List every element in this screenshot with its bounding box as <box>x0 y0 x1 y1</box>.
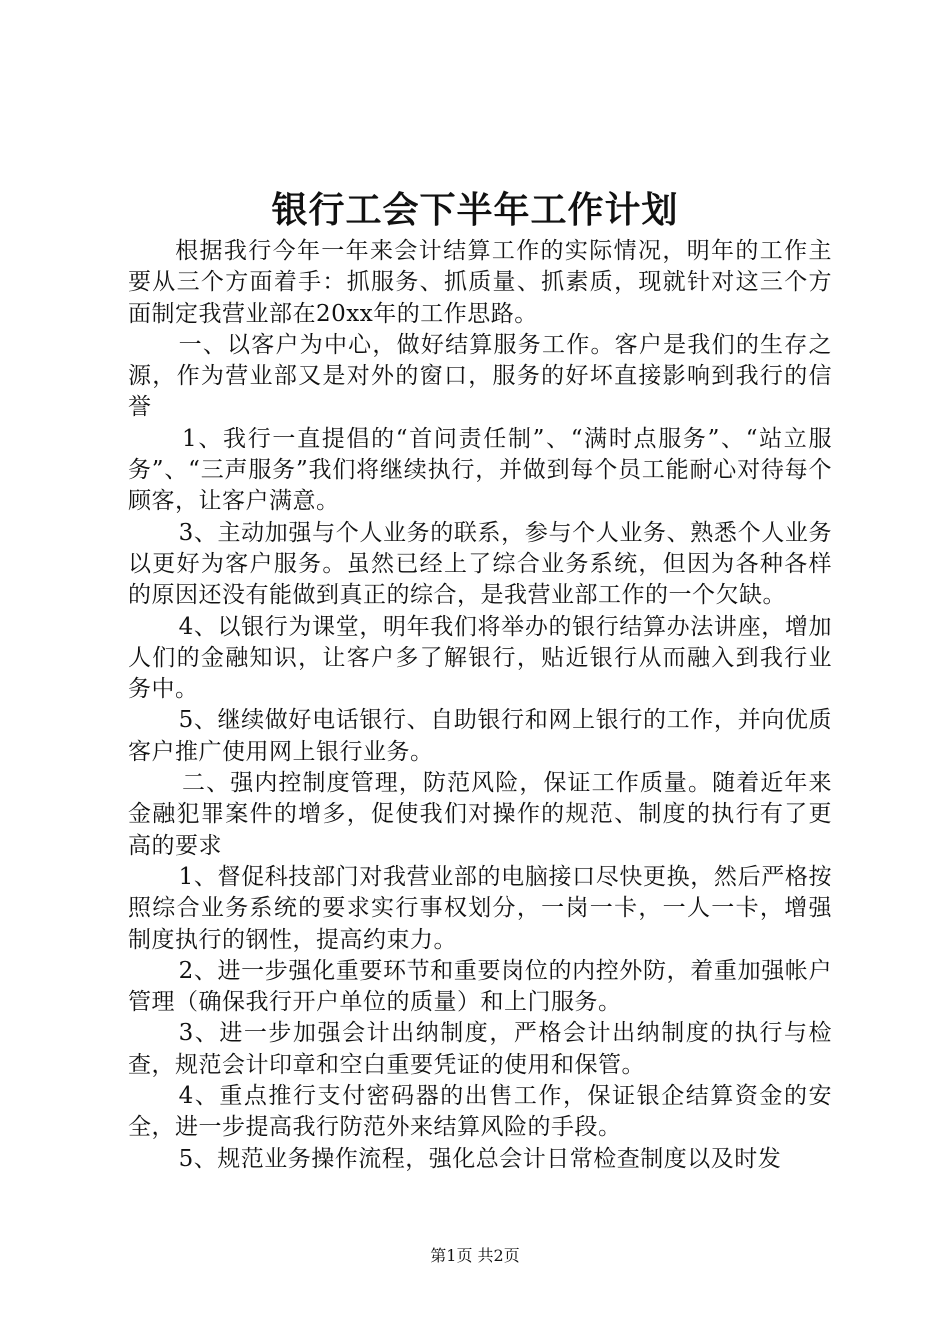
paragraph-item: 1、我行一直提倡的“首问责任制”、“满时点服务”、“站立服务”、“三声服务”我们将继续执行，并做到每个员工能耐心对待每个顾客，让客户满意。 <box>128 425 832 515</box>
paragraph-intro: 根据我行今年一年来会计结算工作的实际情况，明年的工作主要从三个方面着手：抓服务、抓质量、抓素质，现就针对这三个方面制定我营业部在20xx年的工作思路。 <box>128 238 832 327</box>
paragraph-section-one: 一、以客户为中心，做好结算服务工作。客户是我们的生存之源，作为营业部又是对外的窗口，服务的好坏直接影响到我行的信誉 <box>128 331 832 421</box>
paragraph-item: 2、进一步强化重要环节和重要岗位的内控外防，着重加强帐户管理（确保我行开户单位的质量）和上门服务。 <box>128 957 832 1016</box>
document-title: 银行工会下半年工作计划 <box>271 189 679 231</box>
paragraph-item: 3、主动加强与个人业务的联系，参与个人业务、熟悉个人业务以更好为客户服务。虽然已经上了综合业务系统，但因为各种各样的原因还没有能做到真正的综合，是我营业部工作的一个欠缺。 <box>128 519 832 609</box>
document-body <box>128 236 832 1175</box>
paragraph-item: 4、以银行为课堂，明年我们将举办的银行结算办法讲座，增加人们的金融知识，让客户多了解银行，贴近银行从而融入到我行业务中。 <box>128 613 832 703</box>
paragraph-item: 4、重点推行支付密码器的出售工作，保证银企结算资金的安全，进一步提高我行防范外来结算风险的手段。 <box>128 1083 832 1141</box>
page-footer: 第1页 共2页 <box>430 1246 520 1265</box>
paragraph-section-two: 二、强内控制度管理，防范风险，保证工作质量。随着近年来金融犯罪案件的增多，促使我们对操作的规范、制度的执行有了更高的要求 <box>128 770 832 859</box>
paragraph-item: 3、进一步加强会计出纳制度，严格会计出纳制度的执行与检查，规范会计印章和空白重要凭证的使用和保管。 <box>128 1020 832 1078</box>
paragraph-item: 5、继续做好电话银行、自助银行和网上银行的工作，并向优质客户推广使用网上银行业务。 <box>128 707 832 765</box>
paragraph-item: 5、规范业务操作流程，强化总会计日常检查制度以及时发 <box>178 1145 782 1172</box>
paragraph-item: 1、督促科技部门对我营业部的电脑接口尽快更换，然后严格按照综合业务系统的要求实行事权划分，一岗一卡，一人一卡，增强制度执行的钢性，提高约束力。 <box>128 863 832 953</box>
